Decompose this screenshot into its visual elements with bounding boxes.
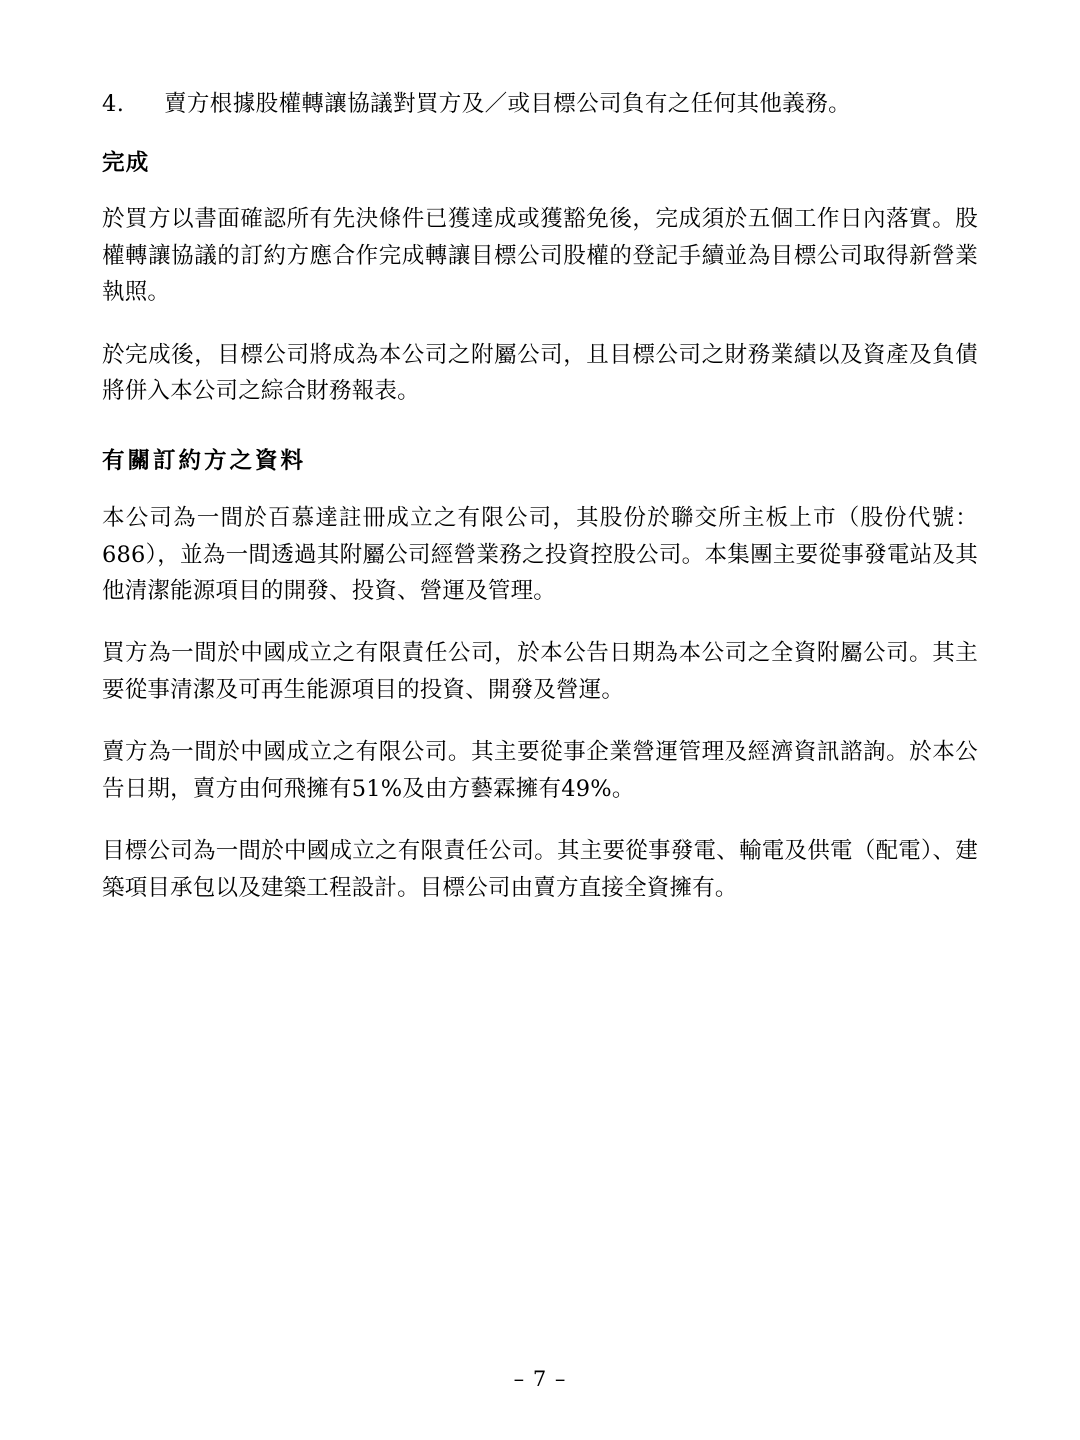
section-heading-completion: 完成 [102, 149, 150, 176]
list-item [102, 88, 978, 121]
paragraph: 於買方以書面確認所有先決條件已獲達成或獲豁免後，完成須於五個工作日內落實。股權轉讓協議的訂約方應合作完成轉讓目標公司股權的登記手續並為目標公司取得新營業執照。 [102, 206, 978, 306]
list-item-text: 賣方根據股權轉讓協議對買方及／或目標公司負有之任何其他義務。 [164, 91, 852, 117]
page-number: – 7 – [513, 1367, 567, 1391]
paragraph: 買方為一間於中國成立之有限責任公司，於本公告日期為本公司之全資附屬公司。其主要從事清潔及可再生能源項目的投資、開發及營運。 [102, 640, 978, 703]
paragraph: 賣方為一間於中國成立之有限公司。其主要從事企業營運管理及經濟資訊諮詢。於本公告日期，賣方由何飛擁有51%及由方藝霖擁有49%。 [102, 739, 978, 802]
page-content [102, 88, 978, 906]
paragraph: 於完成後，目標公司將成為本公司之附屬公司，且目標公司之財務業績以及資產及負債將併入本公司之綜合財務報表。 [102, 341, 978, 404]
list-item-number: 4. [102, 91, 125, 117]
section-heading-parties-info: 有關訂約方之資料 [102, 448, 307, 475]
paragraph: 本公司為一間於百慕達註冊成立之有限公司，其股份於聯交所主板上市（股份代號：686），並為一間透過其附屬公司經營業務之投資控股公司。本集團主要從事發電站及其他清潔能源項目的開發、投資、營運及管理。 [102, 505, 978, 604]
paragraph: 目標公司為一間於中國成立之有限責任公司。其主要從事發電、輸電及供電（配電）、建築項目承包以及建築工程設計。目標公司由賣方直接全資擁有。 [102, 838, 978, 901]
